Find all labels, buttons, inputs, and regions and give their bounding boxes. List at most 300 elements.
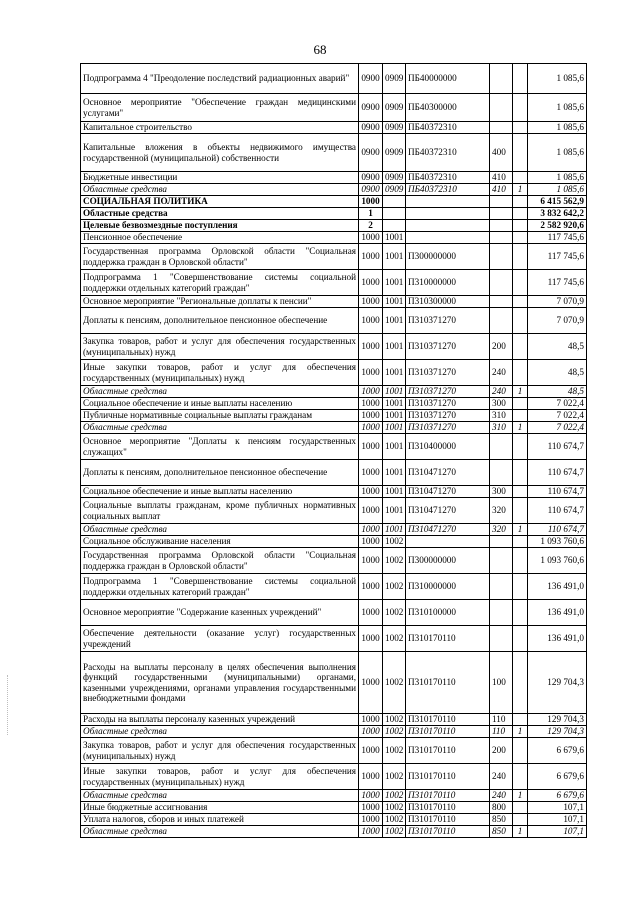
- amount-cell: 129 704,3: [528, 726, 587, 738]
- table-row: [81, 122, 587, 134]
- amount-cell: 1 093 760,6: [528, 548, 587, 574]
- target-article-cell: П310371270: [406, 308, 490, 334]
- expense-type-cell: [490, 196, 513, 208]
- target-article-cell: П310371270: [406, 334, 490, 360]
- section-code-cell: 0900: [359, 184, 383, 196]
- row-name-cell: Доплаты к пенсиям, дополнительное пенсионное обеспечение: [81, 460, 359, 486]
- section-code-cell: 1000: [359, 410, 383, 422]
- amount-cell: 6 679,6: [528, 790, 587, 802]
- amount-cell: 1 085,6: [528, 94, 587, 122]
- amount-cell: 107,1: [528, 814, 587, 826]
- amount-cell: 7 070,9: [528, 308, 587, 334]
- amount-cell: 107,1: [528, 802, 587, 814]
- expense-type-cell: 320: [490, 498, 513, 524]
- section-code-cell: 1000: [359, 738, 383, 764]
- expense-type-cell: [490, 434, 513, 460]
- section-code-cell: 1000: [359, 600, 383, 626]
- subsection-code-cell: 1001: [383, 386, 406, 398]
- amount-cell: 117 745,6: [528, 232, 587, 244]
- target-article-cell: ПБ40372310: [406, 122, 490, 134]
- amount-cell: 107,1: [528, 826, 587, 838]
- row-name-cell: Социальное обеспечение и иные выплаты населению: [81, 486, 359, 498]
- amount-cell: 7 070,9: [528, 296, 587, 308]
- section-code-cell: 1000: [359, 548, 383, 574]
- table-row: [81, 64, 587, 94]
- target-article-cell: П310300000: [406, 296, 490, 308]
- row-name-cell: Государственная программа Орловской области "Социальная поддержка граждан в Орловской области": [81, 244, 359, 270]
- subsection-code-cell: 1001: [383, 460, 406, 486]
- target-article-cell: П310100000: [406, 600, 490, 626]
- table-row: [81, 764, 587, 790]
- expense-type-cell: 110: [490, 714, 513, 726]
- row-name-cell: Закупка товаров, работ и услуг для обеспечения государственных (муниципальных) нужд: [81, 738, 359, 764]
- expense-type-cell: 850: [490, 826, 513, 838]
- amount-cell: 136 491,0: [528, 626, 587, 652]
- section-code-cell: 2: [359, 220, 383, 232]
- row-name-cell: Подпрограмма 1 "Совершенствование системы социальной поддержки отдельных категорий граждан": [81, 270, 359, 296]
- target-article-cell: ПБ40000000: [406, 64, 490, 94]
- expense-type-cell: [490, 626, 513, 652]
- amount-cell: 7 022,4: [528, 410, 587, 422]
- section-code-cell: 1000: [359, 270, 383, 296]
- target-article-cell: ПБ40300000: [406, 94, 490, 122]
- row-name-cell: Иные бюджетные ассигнования: [81, 802, 359, 814]
- amount-cell: 1 085,6: [528, 134, 587, 172]
- row-name-cell: Подпрограмма 4 "Преодоление последствий радиационных аварий": [81, 64, 359, 94]
- expense-type-cell: 200: [490, 738, 513, 764]
- expense-type-cell: 800: [490, 802, 513, 814]
- amount-cell: 1 085,6: [528, 64, 587, 94]
- table-row: [81, 196, 587, 208]
- target-article-cell: П310170110: [406, 814, 490, 826]
- section-code-cell: 1000: [359, 802, 383, 814]
- target-article-cell: ПБ40372310: [406, 184, 490, 196]
- subsection-code-cell: 1002: [383, 536, 406, 548]
- subsection-code-cell: 1001: [383, 308, 406, 334]
- section-code-cell: 1000: [359, 764, 383, 790]
- target-article-cell: П310170110: [406, 726, 490, 738]
- subsection-code-cell: 0909: [383, 172, 406, 184]
- funding-source-cell: [513, 486, 528, 498]
- table-row: [81, 726, 587, 738]
- funding-source-cell: [513, 208, 528, 220]
- funding-source-cell: 1: [513, 726, 528, 738]
- target-article-cell: [406, 232, 490, 244]
- amount-cell: 3 832 642,2: [528, 208, 587, 220]
- subsection-code-cell: 1001: [383, 360, 406, 386]
- scan-margin-marks: [7, 675, 10, 735]
- section-code-cell: 1000: [359, 726, 383, 738]
- amount-cell: 110 674,7: [528, 460, 587, 486]
- target-article-cell: П310471270: [406, 524, 490, 536]
- subsection-code-cell: 0909: [383, 122, 406, 134]
- row-name-cell: Расходы на выплаты персоналу в целях обеспечения выполнения функций государственными (муниципальными) органами, казенными учреждениями, органами управления государственными внебюджетными фондами: [81, 652, 359, 714]
- expense-type-cell: 100: [490, 652, 513, 714]
- funding-source-cell: [513, 334, 528, 360]
- target-article-cell: П310170110: [406, 790, 490, 802]
- section-code-cell: 1000: [359, 790, 383, 802]
- subsection-code-cell: 1001: [383, 498, 406, 524]
- target-article-cell: ПБ40372310: [406, 134, 490, 172]
- expense-type-cell: [490, 220, 513, 232]
- table-row: [81, 94, 587, 122]
- subsection-code-cell: 1002: [383, 574, 406, 600]
- row-name-cell: Иные закупки товаров, работ и услуг для обеспечения государственных (муниципальных) нужд: [81, 764, 359, 790]
- expense-type-cell: 200: [490, 334, 513, 360]
- table-row: [81, 738, 587, 764]
- table-row: [81, 184, 587, 196]
- target-article-cell: П310471270: [406, 486, 490, 498]
- subsection-code-cell: 0909: [383, 184, 406, 196]
- amount-cell: 110 674,7: [528, 524, 587, 536]
- row-name-cell: Капитальное строительство: [81, 122, 359, 134]
- expense-type-cell: 300: [490, 398, 513, 410]
- expense-type-cell: 240: [490, 386, 513, 398]
- section-code-cell: 1: [359, 208, 383, 220]
- expense-type-cell: 410: [490, 172, 513, 184]
- table-row: [81, 296, 587, 308]
- funding-source-cell: [513, 270, 528, 296]
- expense-type-cell: 310: [490, 410, 513, 422]
- expense-type-cell: [490, 208, 513, 220]
- target-article-cell: П310371270: [406, 398, 490, 410]
- row-name-cell: Капитальные вложения в объекты недвижимого имущества государственной (муниципальной) собственности: [81, 134, 359, 172]
- subsection-code-cell: 1002: [383, 738, 406, 764]
- target-article-cell: П310471270: [406, 498, 490, 524]
- row-name-cell: Областные средства: [81, 524, 359, 536]
- expense-type-cell: [490, 460, 513, 486]
- row-name-cell: Социальные выплаты гражданам, кроме публичных нормативных социальных выплат: [81, 498, 359, 524]
- funding-source-cell: [513, 134, 528, 172]
- amount-cell: 110 674,7: [528, 434, 587, 460]
- subsection-code-cell: 0909: [383, 134, 406, 172]
- subsection-code-cell: 1002: [383, 764, 406, 790]
- section-code-cell: 1000: [359, 308, 383, 334]
- budget-table: [80, 63, 587, 838]
- amount-cell: 136 491,0: [528, 600, 587, 626]
- table-row: [81, 536, 587, 548]
- section-code-cell: 1000: [359, 232, 383, 244]
- table-row: [81, 814, 587, 826]
- subsection-code-cell: 1001: [383, 244, 406, 270]
- expense-type-cell: [490, 64, 513, 94]
- funding-source-cell: [513, 220, 528, 232]
- table-row: [81, 460, 587, 486]
- row-name-cell: СОЦИАЛЬНАЯ ПОЛИТИКА: [81, 196, 359, 208]
- row-name-cell: Областные средства: [81, 208, 359, 220]
- table-row: [81, 434, 587, 460]
- target-article-cell: П300000000: [406, 548, 490, 574]
- row-name-cell: Государственная программа Орловской области "Социальная поддержка граждан в Орловской области": [81, 548, 359, 574]
- expense-type-cell: 300: [490, 486, 513, 498]
- subsection-code-cell: 0909: [383, 64, 406, 94]
- amount-cell: 1 093 760,6: [528, 536, 587, 548]
- expense-type-cell: [490, 296, 513, 308]
- amount-cell: 117 745,6: [528, 244, 587, 270]
- target-article-cell: П310471270: [406, 460, 490, 486]
- subsection-code-cell: 1002: [383, 626, 406, 652]
- funding-source-cell: 1: [513, 184, 528, 196]
- section-code-cell: 0900: [359, 134, 383, 172]
- amount-cell: 7 022,4: [528, 398, 587, 410]
- subsection-code-cell: 1001: [383, 410, 406, 422]
- section-code-cell: 1000: [359, 498, 383, 524]
- expense-type-cell: [490, 244, 513, 270]
- target-article-cell: П310400000: [406, 434, 490, 460]
- amount-cell: 6 679,6: [528, 738, 587, 764]
- amount-cell: 48,5: [528, 334, 587, 360]
- expense-type-cell: [490, 574, 513, 600]
- expense-type-cell: [490, 600, 513, 626]
- row-name-cell: Бюджетные инвестиции: [81, 172, 359, 184]
- table-row: [81, 308, 587, 334]
- funding-source-cell: [513, 410, 528, 422]
- subsection-code-cell: 1002: [383, 548, 406, 574]
- table-row: [81, 360, 587, 386]
- table-row: [81, 486, 587, 498]
- table-row: [81, 220, 587, 232]
- expense-type-cell: [490, 308, 513, 334]
- expense-type-cell: [490, 548, 513, 574]
- subsection-code-cell: 1001: [383, 422, 406, 434]
- funding-source-cell: [513, 122, 528, 134]
- row-name-cell: Целевые безвозмездные поступления: [81, 220, 359, 232]
- table-row: [81, 422, 587, 434]
- table-row: [81, 498, 587, 524]
- row-name-cell: Уплата налогов, сборов и иных платежей: [81, 814, 359, 826]
- amount-cell: 6 679,6: [528, 764, 587, 790]
- funding-source-cell: [513, 548, 528, 574]
- subsection-code-cell: 1001: [383, 232, 406, 244]
- target-article-cell: П310371270: [406, 410, 490, 422]
- funding-source-cell: [513, 738, 528, 764]
- funding-source-cell: [513, 434, 528, 460]
- table-row: [81, 134, 587, 172]
- table-row: [81, 232, 587, 244]
- row-name-cell: Обеспечение деятельности (оказание услуг) государственных учреждений: [81, 626, 359, 652]
- target-article-cell: П310170110: [406, 738, 490, 764]
- table-row: [81, 802, 587, 814]
- table-row: [81, 790, 587, 802]
- funding-source-cell: [513, 94, 528, 122]
- funding-source-cell: 1: [513, 826, 528, 838]
- funding-source-cell: [513, 652, 528, 714]
- target-article-cell: П310170110: [406, 714, 490, 726]
- subsection-code-cell: 0909: [383, 94, 406, 122]
- target-article-cell: ПБ40372310: [406, 172, 490, 184]
- row-name-cell: Областные средства: [81, 726, 359, 738]
- section-code-cell: 1000: [359, 334, 383, 360]
- row-name-cell: Основное мероприятие "Региональные доплаты к пенсии": [81, 296, 359, 308]
- funding-source-cell: [513, 398, 528, 410]
- target-article-cell: П310170110: [406, 626, 490, 652]
- expense-type-cell: 240: [490, 764, 513, 790]
- target-article-cell: [406, 208, 490, 220]
- section-code-cell: 1000: [359, 422, 383, 434]
- table-row: [81, 410, 587, 422]
- section-code-cell: 1000: [359, 826, 383, 838]
- funding-source-cell: [513, 498, 528, 524]
- section-code-cell: 1000: [359, 536, 383, 548]
- expense-type-cell: 240: [490, 790, 513, 802]
- target-article-cell: П310371270: [406, 386, 490, 398]
- funding-source-cell: [513, 360, 528, 386]
- section-code-cell: 1000: [359, 196, 383, 208]
- section-code-cell: 0900: [359, 64, 383, 94]
- subsection-code-cell: 1002: [383, 726, 406, 738]
- section-code-cell: 1000: [359, 244, 383, 270]
- row-name-cell: Подпрограмма 1 "Совершенствование системы социальной поддержки отдельных категорий граждан": [81, 574, 359, 600]
- funding-source-cell: [513, 296, 528, 308]
- subsection-code-cell: 1002: [383, 600, 406, 626]
- section-code-cell: 1000: [359, 714, 383, 726]
- amount-cell: 110 674,7: [528, 486, 587, 498]
- section-code-cell: 1000: [359, 434, 383, 460]
- subsection-code-cell: 1002: [383, 814, 406, 826]
- target-article-cell: П310000000: [406, 574, 490, 600]
- row-name-cell: Закупка товаров, работ и услуг для обеспечения государственных (муниципальных) нужд: [81, 334, 359, 360]
- amount-cell: 2 582 920,6: [528, 220, 587, 232]
- funding-source-cell: [513, 574, 528, 600]
- expense-type-cell: 850: [490, 814, 513, 826]
- row-name-cell: Социальное обслуживание населения: [81, 536, 359, 548]
- amount-cell: 1 085,6: [528, 184, 587, 196]
- target-article-cell: П310371270: [406, 422, 490, 434]
- target-article-cell: П300000000: [406, 244, 490, 270]
- expense-type-cell: [490, 536, 513, 548]
- row-name-cell: Областные средства: [81, 826, 359, 838]
- amount-cell: 48,5: [528, 360, 587, 386]
- table-row: [81, 172, 587, 184]
- table-row: [81, 826, 587, 838]
- section-code-cell: 1000: [359, 486, 383, 498]
- row-name-cell: Социальное обеспечение и иные выплаты населению: [81, 398, 359, 410]
- expense-type-cell: 410: [490, 184, 513, 196]
- funding-source-cell: [513, 64, 528, 94]
- table-row: [81, 208, 587, 220]
- section-code-cell: 1000: [359, 460, 383, 486]
- funding-source-cell: [513, 600, 528, 626]
- row-name-cell: Расходы на выплаты персоналу казенных учреждений: [81, 714, 359, 726]
- section-code-cell: 1000: [359, 574, 383, 600]
- expense-type-cell: [490, 122, 513, 134]
- subsection-code-cell: 1001: [383, 524, 406, 536]
- subsection-code-cell: 1002: [383, 826, 406, 838]
- table-row: [81, 714, 587, 726]
- expense-type-cell: 240: [490, 360, 513, 386]
- subsection-code-cell: 1002: [383, 790, 406, 802]
- section-code-cell: 1000: [359, 386, 383, 398]
- table-row: [81, 244, 587, 270]
- funding-source-cell: [513, 814, 528, 826]
- budget-table-body: [81, 64, 587, 838]
- table-row: [81, 626, 587, 652]
- row-name-cell: Областные средства: [81, 184, 359, 196]
- target-article-cell: П310170110: [406, 764, 490, 790]
- amount-cell: 1 085,6: [528, 122, 587, 134]
- funding-source-cell: [513, 460, 528, 486]
- row-name-cell: Основное мероприятие "Доплаты к пенсиям государственных служащих": [81, 434, 359, 460]
- row-name-cell: Областные средства: [81, 790, 359, 802]
- subsection-code-cell: 1001: [383, 270, 406, 296]
- target-article-cell: [406, 196, 490, 208]
- funding-source-cell: [513, 172, 528, 184]
- expense-type-cell: [490, 232, 513, 244]
- row-name-cell: Основное мероприятие "Обеспечение граждан медицинскими услугами": [81, 94, 359, 122]
- subsection-code-cell: [383, 220, 406, 232]
- funding-source-cell: [513, 244, 528, 270]
- amount-cell: 48,5: [528, 386, 587, 398]
- target-article-cell: П310371270: [406, 360, 490, 386]
- target-article-cell: П310170110: [406, 652, 490, 714]
- section-code-cell: 1000: [359, 398, 383, 410]
- section-code-cell: 1000: [359, 626, 383, 652]
- subsection-code-cell: 1001: [383, 296, 406, 308]
- section-code-cell: 0900: [359, 172, 383, 184]
- expense-type-cell: [490, 94, 513, 122]
- funding-source-cell: 1: [513, 422, 528, 434]
- funding-source-cell: [513, 232, 528, 244]
- subsection-code-cell: 1001: [383, 334, 406, 360]
- row-name-cell: Доплаты к пенсиям, дополнительное пенсионное обеспечение: [81, 308, 359, 334]
- table-row: [81, 600, 587, 626]
- table-row: [81, 548, 587, 574]
- funding-source-cell: [513, 714, 528, 726]
- table-row: [81, 386, 587, 398]
- table-row: [81, 334, 587, 360]
- funding-source-cell: [513, 626, 528, 652]
- section-code-cell: 1000: [359, 814, 383, 826]
- row-name-cell: Основное мероприятие "Содержание казенных учреждений": [81, 600, 359, 626]
- amount-cell: 129 704,3: [528, 652, 587, 714]
- table-row: [81, 524, 587, 536]
- amount-cell: 1 085,6: [528, 172, 587, 184]
- table-row: [81, 652, 587, 714]
- page-number: 68: [313, 42, 327, 57]
- subsection-code-cell: 1002: [383, 652, 406, 714]
- expense-type-cell: 310: [490, 422, 513, 434]
- section-code-cell: 0900: [359, 122, 383, 134]
- table-row: [81, 574, 587, 600]
- funding-source-cell: 1: [513, 386, 528, 398]
- row-name-cell: Областные средства: [81, 386, 359, 398]
- row-name-cell: Областные средства: [81, 422, 359, 434]
- row-name-cell: Иные закупки товаров, работ и услуг для обеспечения государственных (муниципальных) нужд: [81, 360, 359, 386]
- funding-source-cell: [513, 196, 528, 208]
- funding-source-cell: 1: [513, 790, 528, 802]
- expense-type-cell: 400: [490, 134, 513, 172]
- table-row: [81, 270, 587, 296]
- section-code-cell: 1000: [359, 652, 383, 714]
- subsection-code-cell: 1001: [383, 434, 406, 460]
- funding-source-cell: [513, 764, 528, 790]
- section-code-cell: 0900: [359, 94, 383, 122]
- subsection-code-cell: 1002: [383, 802, 406, 814]
- amount-cell: 129 704,3: [528, 714, 587, 726]
- funding-source-cell: 1: [513, 524, 528, 536]
- expense-type-cell: 320: [490, 524, 513, 536]
- table-row: [81, 398, 587, 410]
- subsection-code-cell: 1001: [383, 486, 406, 498]
- section-code-cell: 1000: [359, 296, 383, 308]
- amount-cell: 110 674,7: [528, 498, 587, 524]
- amount-cell: 117 745,6: [528, 270, 587, 296]
- amount-cell: 6 415 562,9: [528, 196, 587, 208]
- section-code-cell: 1000: [359, 360, 383, 386]
- expense-type-cell: 110: [490, 726, 513, 738]
- funding-source-cell: [513, 308, 528, 334]
- funding-source-cell: [513, 536, 528, 548]
